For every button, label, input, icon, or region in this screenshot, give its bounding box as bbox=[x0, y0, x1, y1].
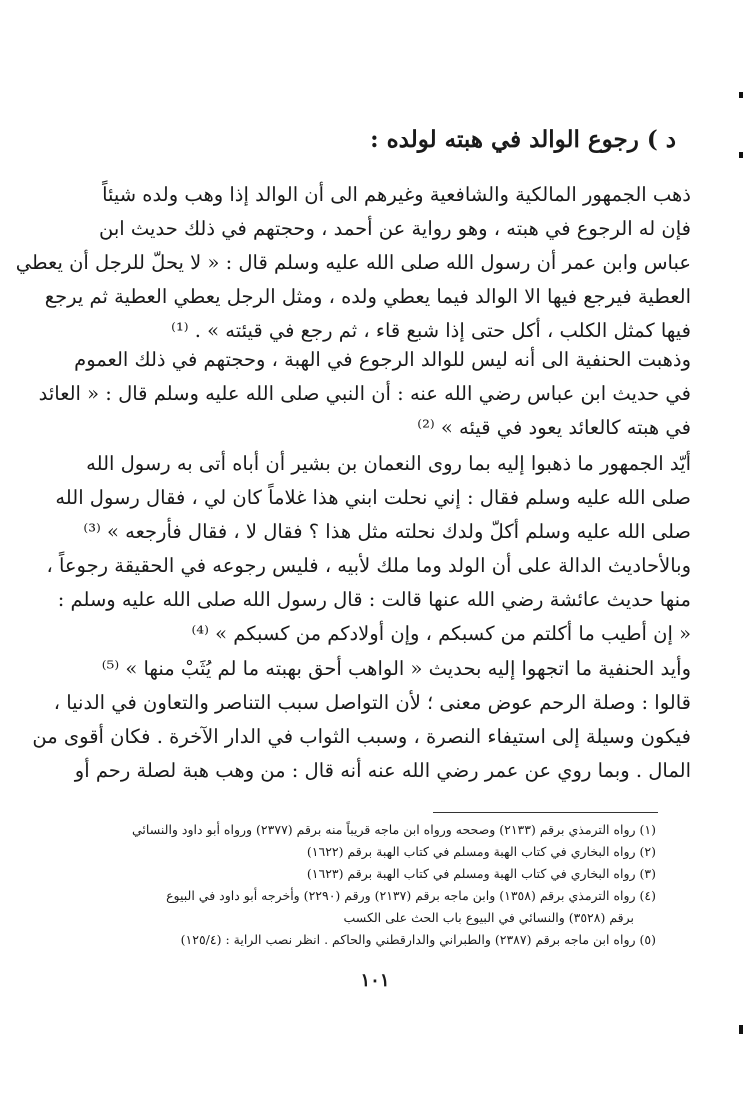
text-line: ذهب الجمهور المالكية والشافعية وغيرهم الى أن الوالد إذا وهب ولده شيئاً bbox=[102, 183, 691, 206]
text-line: المال . وبما روي عن عمر رضي الله عنه أنه قال : من وهب هبة لصلة رحم أو bbox=[74, 759, 691, 782]
text-line: أيّد الجمهور ما ذهبوا إليه بما روى النعمان بن بشير أن أباه أتى به رسول الله bbox=[86, 452, 691, 475]
paragraph-1 bbox=[15, 178, 691, 348]
text-line: وبالأحاديث الدالة على أن الولد وما ملك لأبيه ، فليس رجوعه في الحقيقة رجوعاً ، bbox=[46, 554, 691, 577]
paragraph-4 bbox=[32, 652, 691, 788]
text-line: وذهبت الحنفية الى أنه ليس للوالد الرجوع في الهبة ، وحجتهم في ذلك العموم bbox=[74, 348, 691, 371]
text-line: صلى الله عليه وسلم أكلّ ولدك نحلته مثل هذا ؟ فقال لا ، فقال فأرجعه » ⁽³⁾ bbox=[83, 520, 691, 543]
footnote-1: (١) رواه الترمذي برقم (٢١٣٣) وصححه ورواه ابن ماجه قريباً منه برقم (٢٣٧٧) ورواه أبو داود والنسائي bbox=[132, 822, 656, 837]
footnote-4-continued: برقم (٣٥٢٨) والنسائي في البيوع باب الحث على الكسب bbox=[343, 910, 634, 925]
text-line: في هبته كالعائد يعود في قيئه » ⁽²⁾ bbox=[417, 416, 691, 439]
text-line: فيها كمثل الكلب ، أكل حتى إذا شبع قاء ، ثم رجع في قيئته » . ⁽¹⁾ bbox=[171, 319, 691, 342]
text-line: عباس وابن عمر أن رسول الله صلى الله عليه وسلم قال : « لا يحلّ للرجل أن يعطي bbox=[15, 251, 691, 274]
text-line: فإن له الرجوع في هبته ، وهو رواية عن أحمد ، وحجتهم في ذلك حديث ابن bbox=[99, 217, 691, 240]
footnote-separator bbox=[433, 812, 658, 813]
text-line: قالوا : وصلة الرحم عوض معنى ؛ لأن التواصل سبب التناصر والتعاون في الدنيا ، bbox=[53, 691, 691, 714]
footnote-3: (٣) رواه البخاري في كتاب الهبة ومسلم في كتاب الهبة برقم (١٦٢٣) bbox=[306, 866, 656, 881]
paragraph-3 bbox=[46, 447, 691, 651]
text-line: « إن أطيب ما أكلتم من كسبكم ، وإن أولادكم من كسبكم » ⁽⁴⁾ bbox=[191, 622, 691, 645]
footnote-5: (٥) رواه ابن ماجه برقم (٢٣٨٧) والطبراني والدارقطني والحاكم . انظر نصب الراية : (١٢٥/٤) bbox=[180, 932, 656, 947]
text-line: صلى الله عليه وسلم فقال : إني نحلت ابني هذا غلاماً كان لي ، فقال رسول الله bbox=[55, 486, 691, 509]
edge-mark bbox=[739, 1025, 743, 1034]
page-number: ١٠١ bbox=[360, 970, 390, 991]
paragraph-2 bbox=[38, 343, 691, 445]
footnotes bbox=[120, 819, 656, 951]
text-line: فيكون وسيلة إلى استيفاء النصرة ، وسبب الثواب في الدار الآخرة . فكان أقوى من bbox=[32, 725, 691, 748]
edge-mark bbox=[739, 92, 743, 98]
edge-mark bbox=[739, 152, 743, 158]
footnote-2: (٢) رواه البخاري في كتاب الهبة ومسلم في كتاب الهبة برقم (١٦٢٢) bbox=[306, 844, 656, 859]
footnote-4: (٤) رواه الترمذي برقم (١٣٥٨) وابن ماجه برقم (٢١٣٧) ورقم (٢٢٩٠) وأخرجه أبو داود في البيوع bbox=[166, 888, 656, 903]
text-line: منها حديث عائشة رضي الله عنها قالت : قال رسول الله صلى الله عليه وسلم : bbox=[57, 588, 691, 611]
text-line: وأيد الحنفية ما اتجهوا إليه بحديث « الواهب أحق بهبته ما لم يُثَبْ منها » ⁽⁵⁾ bbox=[101, 657, 691, 680]
text-line: العطية فيرجع فيها الا الوالد فيما يعطي ولده ، ومثل الرجل يعطي العطية ثم يرجع bbox=[44, 285, 691, 308]
section-heading: د ) رجوع الوالد في هبته لولده : bbox=[370, 126, 676, 153]
text-line: في حديث ابن عباس رضي الله عنه : أن النبي صلى الله عليه وسلم قال : « العائد bbox=[38, 382, 691, 405]
